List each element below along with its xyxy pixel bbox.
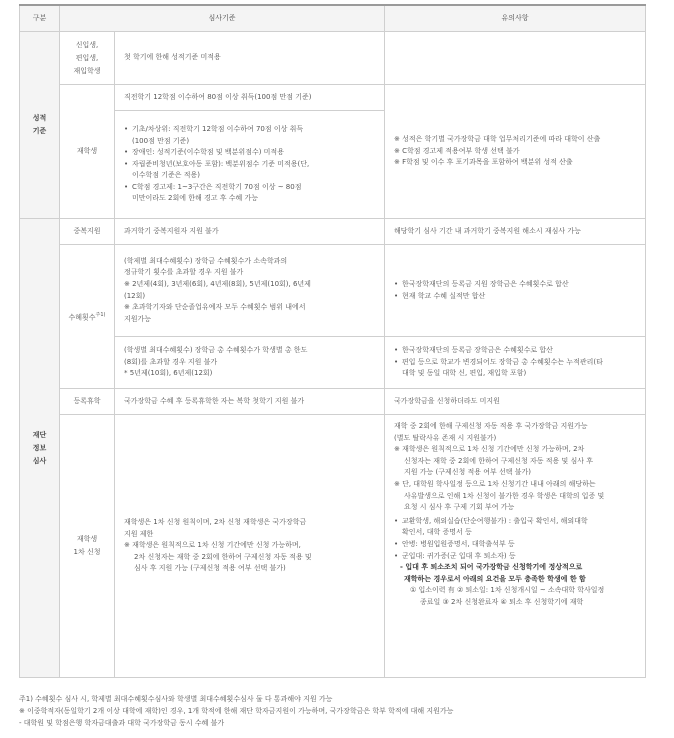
table-row	[20, 389, 646, 415]
list-item: • 교환학생, 해외실습(단순여행불가) : 출입국 확인서, 해외대학 확인서, 대학 증명서 등	[394, 516, 636, 539]
footnote-2: ※ 이중학적자(동일학기 2개 이상 대학에 재학)인 경우, 1개 학적에 한해 재단 학자금지원이 가능하며, 국가장학금은 학부 학적에 대해 지원가능	[19, 707, 454, 715]
list-item: • 군입대: 귀가증(군 입대 후 퇴소자) 등	[394, 551, 636, 563]
list-item: • 한국장학재단의 등록금 장학금은 수혜횟수로 합산	[394, 345, 636, 357]
criteria-duplicate: 과거학기 중복지원자 지원 불가	[115, 219, 385, 245]
header-criteria: 심사기준	[60, 5, 385, 32]
list-item: • 자립준비청년(보호아동 포함): 백분위점수 기준 미적용(단, 이수학점 기준은 적용)	[124, 159, 375, 182]
table-row	[20, 415, 646, 678]
list-item: • 현재 학교 수혜 실적만 합산	[394, 291, 636, 303]
header-notes: 유의사항	[385, 5, 646, 32]
criteria-enrolled-list	[115, 111, 385, 219]
note-new-students	[385, 32, 646, 85]
note-registered: 국가장학금을 신청하더라도 미지원	[385, 389, 646, 415]
table-row	[20, 32, 646, 85]
list-item: • C학점 경고제: 1~3구간은 직전학기 70점 이상 ~ 80점 미만이라도 2회에 한해 경고 후 수혜 가능	[124, 182, 375, 205]
criteria-second: 재학생은 1차 신청 원칙이며, 2차 신청 재학생은 국가장학금 지원 제한 ※ 재학생은 원칙적으로 1차 신청 기간에만 신청 가능하며, 2차 신청자는 재학 중 2회에 한하여 구제신청 자동 적용 및 심사 후 지원 가능 (구제신청 적용 여부 선택 불가)	[115, 415, 385, 678]
criteria-new-students: 첫 학기에 한해 성적기준 미적용	[115, 32, 385, 85]
table-row	[20, 219, 646, 245]
sub-new-students: 신입생, 편입생, 재입학생	[60, 32, 115, 85]
list-item: • 기초/차상위: 직전학기 12학점 이수하여 70점 이상 취득 (100점 만점 기준)	[124, 124, 375, 147]
category-finance-label: 재단 정보 심사	[32, 430, 47, 465]
header-category: 구분	[20, 5, 60, 32]
category-finance	[20, 219, 60, 678]
category-grade-label: 성적 기준	[32, 114, 47, 135]
note-second: 재학 중 2회에 한해 구제신청 자동 적용 후 국가장학금 지원가능 (별도 탈락사유 존재 시 지원불가) ※ 재학생은 원칙적으로 1차 신청 기간에만 신청 가능하며, 2차 신청자는 재학 중 2회에 한하여 구제신청 자동 적용 및 심사 후 지원 가능 (구제신청 적용 여부 선택 불가) ※ 단, 대학원 학사일정 등으로 1차 신청기간 내내 아래의 해당하는 사유발생으로 인해 1차 신청이 불가한 경우 학생은 대학의 입증 및 요청 시 심사 후 구제 기회 부여 가능 • 교환학생, 해외실습(단순여행불가) : 출입국 확인서, 해외대학 확인서, 대학 증명서 등 • 안병: 병원입원증명서, 대학출석부 등 • 군입대: 귀가증(군 입대 후 퇴소자) 등 - 입대 후 퇴소조치 되어 국가장학금 신청학기에 정상적으로 재학하는 경우로서 아래의 요건을 모두 충족한 학생에 한 함 ① 입소이력 有 ② 퇴소일: 1차 신청개시일 ~ 소속대학 학사일정 종료일 ③ 2차 신청완료자 ④ 퇴소 후 신청학기에 재학	[385, 415, 646, 678]
note-enrolled-2: ※ C학점 경고제 적용여부 학생 선택 불가	[394, 146, 520, 155]
list-item: • 장애인: 성적기준(이수학점 및 백분위점수) 미적용	[124, 147, 375, 159]
sub-registered: 등록휴학	[60, 389, 115, 415]
table-row	[20, 245, 646, 337]
criteria-enrolled-main: 직전학기 12학점 이수하여 80점 이상 취득(100점 만점 기준)	[115, 85, 385, 111]
table-header-row	[20, 5, 646, 32]
note-count-block2	[385, 337, 646, 389]
note-enrolled	[385, 85, 646, 219]
criteria-count-block2: (학생별 최대수혜횟수) 장학금 총 수혜횟수가 학생별 총 한도 (8회)를 초과할 경우 지원 불가 * 5년제(10회), 6년제(12회)	[115, 337, 385, 389]
category-grade	[20, 32, 60, 219]
list-item: • 편입 등으로 학교가 변경되어도 장학금 총 수혜횟수는 누적관리(타 대학 및 동일 대학 신, 편입, 재입학 포함)	[394, 357, 636, 380]
criteria-count-block1: (학제별 최대수혜횟수) 장학금 수혜횟수가 소속학과의 정규학기 횟수를 초과할 경우 지원 불가 ※ 2년제(4회), 3년제(6회), 4년제(8회), 5년제(10회), 6년제 (12회) ※ 초과학기자와 단순졸업유예자 모두 수혜횟수 범위 내에서 지원가능	[115, 245, 385, 337]
sub-duplicate: 중복지원	[60, 219, 115, 245]
criteria-table-wrapper	[19, 4, 645, 729]
list-item: • 한국장학재단의 등록금 지원 장학금은 수혜횟수로 합산	[394, 279, 636, 291]
footnote-3: - 대학원 및 학점은행 학자금대출과 대학 국가장학금 동시 수혜 불가	[19, 719, 225, 727]
note-enrolled-3: ※ F학점 및 이수 후 포기과목을 포함하여 백분위 성적 산출	[394, 158, 573, 167]
note-count-block1	[385, 245, 646, 337]
footnote-marker: 주1)	[95, 311, 106, 318]
footnote-1: 주1) 수혜횟수 심사 시, 학제별 최대수혜횟수심사와 학생별 최대수혜횟수심사 둘 다 통과해야 지원 가능	[19, 695, 333, 703]
note-duplicate: 해당학기 심사 기간 내 과거학기 중복지원 해소시 재심사 가능	[385, 219, 646, 245]
criteria-registered: 국가장학금 수혜 후 등록휴학한 자는 복학 첫학기 지원 불가	[115, 389, 385, 415]
sub-second: 재학생 1차 신청	[60, 415, 115, 678]
sub-count: 수혜횟수$^{주1)}$	[60, 245, 115, 389]
note-enrolled-1: ※ 성적은 학기별 국가장학금 대학 업무처리기준에 따라 대학이 산출	[394, 135, 601, 144]
sub-enrolled: 재학생	[60, 85, 115, 219]
footnotes	[19, 693, 645, 729]
criteria-table	[19, 4, 646, 678]
table-row	[20, 85, 646, 111]
list-item: • 안병: 병원입원증명서, 대학출석부 등	[394, 539, 636, 551]
